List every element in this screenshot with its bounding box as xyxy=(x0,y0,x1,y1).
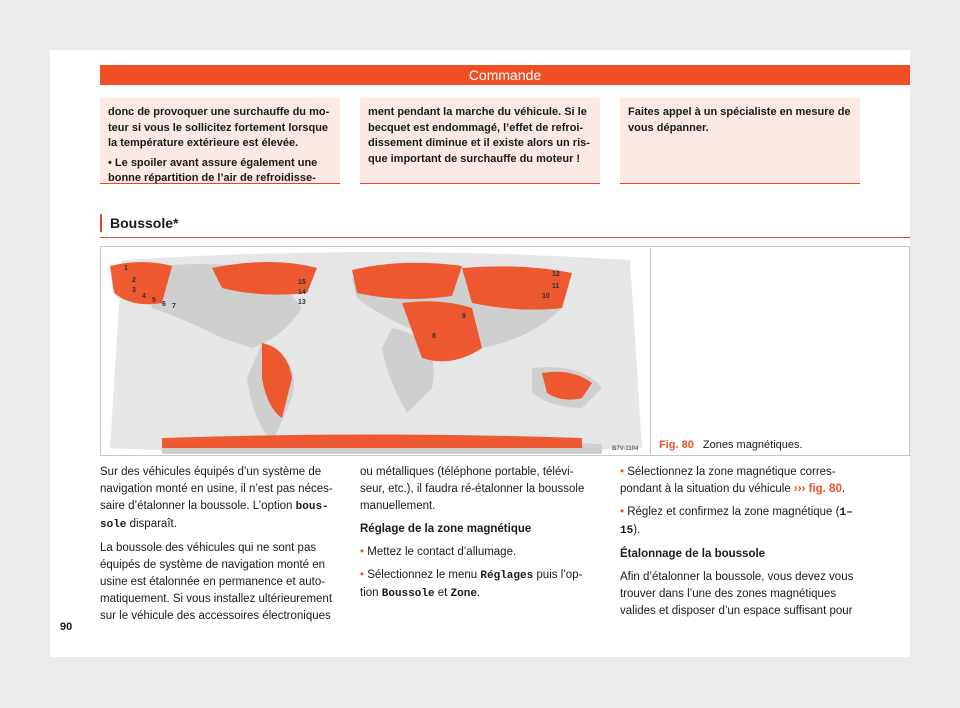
option-code: bous-sole xyxy=(100,501,329,531)
zone-label-9: 9 xyxy=(462,313,466,320)
zone-label-7: 7 xyxy=(172,303,176,310)
warning-text: Faites appel à un spécialiste en mesure de vous dépanner. xyxy=(628,106,851,134)
subheading-zone: Réglage de la zone magnétique xyxy=(360,523,532,535)
column-3 xyxy=(620,464,858,626)
figure-reference-link[interactable]: fig. 80 xyxy=(808,483,842,495)
step-text: Sélectionnez la zone magnétique corres-pondant à la situation du véhicule xyxy=(620,466,836,495)
bullet-icon: • xyxy=(108,156,112,169)
zone-label-2: 2 xyxy=(132,277,136,284)
bullet-icon: • xyxy=(360,569,365,581)
magnetic-zones-map xyxy=(102,248,651,454)
step-text: Mettez le contact d’allumage. xyxy=(367,546,517,558)
warning-box-1 xyxy=(100,98,340,184)
manual-page xyxy=(50,50,910,657)
step-text: Sélectionnez le menu xyxy=(367,569,481,581)
world-map-illustration xyxy=(102,248,650,454)
warning-bullet-text: Le spoiler avant assure également une bonne répartition de l’air de refroidisse- xyxy=(108,156,318,184)
figure-caption xyxy=(659,439,803,451)
paragraph-text: ou métalliques (téléphone portable, télévi-seur, etc.), il faudra ré-étalonner la boussole manuellement. xyxy=(360,466,585,512)
zone-label-6: 6 xyxy=(162,301,166,308)
page-number: 90 xyxy=(60,621,73,633)
bullet-icon: • xyxy=(620,506,625,518)
step-text: . xyxy=(476,587,481,599)
zone-label-13: 13 xyxy=(298,299,306,306)
menu-code: Boussole xyxy=(381,588,435,600)
figure-caption-text: Zones magnétiques. xyxy=(702,439,803,451)
zone-label-14: 14 xyxy=(298,289,306,296)
paragraph-text: La boussole des véhicules qui ne sont pas équipés de système de navigation monté en usine est étalonnée en permanence et auto-matiquement. Si vous installez ultérieurement sur le véhicule des accessoires électroniques xyxy=(100,542,333,622)
section-title: Boussole* xyxy=(100,214,178,232)
section-heading xyxy=(100,214,910,238)
zone-label-12: 12 xyxy=(552,271,560,278)
zone-label-11: 11 xyxy=(552,283,560,290)
figure-code: B7V-1104 xyxy=(612,446,639,452)
figure-80 xyxy=(100,246,910,456)
chapter-header: Commande xyxy=(100,65,910,85)
zone-label-3: 3 xyxy=(132,287,136,294)
step-text: Réglez et confirmez la zone magnétique ( xyxy=(627,506,840,518)
zone-label-8: 8 xyxy=(432,333,436,340)
zone-label-5: 5 xyxy=(152,297,156,304)
bullet-icon: • xyxy=(360,546,365,558)
zone-label-4: 4 xyxy=(142,293,146,300)
warning-box-3 xyxy=(620,98,860,184)
paragraph-text: Sur des véhicules équipés d’un système de navigation monté en usine, il n’est pas néces-saire d’étalonner la boussole. L’option xyxy=(100,466,333,512)
zone-label-1: 1 xyxy=(124,265,128,272)
paragraph-text: Afin d’étalonner la boussole, vous devez vous trouver dans l’une des zones magnétiques valides et disposer d’un espace suffisant pour xyxy=(620,571,854,617)
menu-code: Réglages xyxy=(480,570,534,582)
column-2 xyxy=(360,464,598,609)
zone-band xyxy=(352,263,462,299)
column-1 xyxy=(100,464,338,631)
reference-arrow-icon: ››› xyxy=(793,483,806,495)
menu-code: Zone xyxy=(450,588,477,600)
zone-label-10: 10 xyxy=(542,293,550,300)
figure-number: Fig. 80 xyxy=(659,439,694,451)
zone-band xyxy=(162,435,582,449)
warning-text: ment pendant la marche du véhicule. Si le becquet est endommagé, l’effet de refroi-dissement diminue et il existe alors un ris-que important de surchauffe du moteur ! xyxy=(368,106,590,165)
step-text: et xyxy=(434,587,451,599)
step-text: . xyxy=(841,483,846,495)
step-text: puis l’op-tion xyxy=(360,569,583,599)
warning-text: donc de provoquer une surchauffe du mo-teur si vous le sollicitez fortement lorsque la température extérieure est élevée. xyxy=(108,106,330,149)
zone-range-code: 1–15 xyxy=(620,507,853,537)
warning-box-2 xyxy=(360,98,600,184)
step-text: ). xyxy=(633,524,641,536)
bullet-icon: • xyxy=(620,466,625,478)
paragraph-text: disparaît. xyxy=(126,518,177,530)
zone-label-15: 15 xyxy=(298,279,306,286)
subheading-calibration: Étalonnage de la boussole xyxy=(620,548,766,560)
